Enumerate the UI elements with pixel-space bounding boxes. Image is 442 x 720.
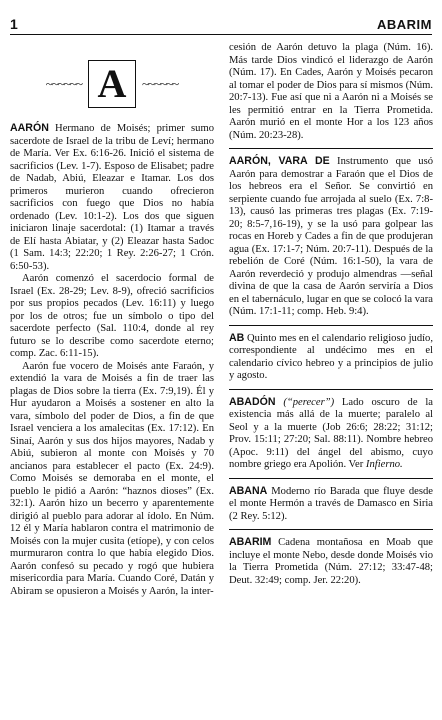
ornament-wing-left: ~~~~~~ [45, 76, 82, 91]
right-column [229, 42, 433, 716]
entry-ab-text: Quinto mes en el calendario religioso judío, correspondiente al undécimo mes en el calendario cívico hebreo y a principios de julio y agosto. [229, 332, 433, 381]
entry-divider [229, 389, 433, 390]
ornament-wing-right: ~~~~~~ [142, 76, 179, 91]
entry-aaron [10, 122, 214, 273]
entry-abadon-cross-reference: Infierno. [365, 459, 403, 470]
entry-abana [229, 485, 433, 524]
entry-abadon-text: Lado oscuro de la existencia más allá de la muerte; paralelo al Seol y a la muerte (Job 26:6; 28:22; 31:12; Prov. 15:11; 27:20; Sal. 88:11). Nombre hebreo (Apoc. 9:11) del ángel del abismo, cuyo nombre griego era Apolión. Ver [229, 396, 433, 470]
page-number: 1 [10, 16, 18, 32]
entry-aaron-text: Hermano de Moisés; primer sumo sacerdote de Israel de la tribu de Leví; hermano de María. Ver Ex. 6:16-26. Inició el sistema de sacrificios (Lev. 1-7). Esposo de Elisabet; padre de Nadab, Abiú, Eleazar e Itamar. Los dos primeros murieron cuando ofrecieron sacrificios con fuego que Dios no había ordenado (Lev. 10:1-2). Los dos que siguen iniciaron linaje sacerdotal: (1) Itamar a través de Elí hasta Abiatar, y (2) Eleazar hasta Sadoc (1 Sam. 14:3; 22:20; 1 Rey. 2:26-27; 1 Crón. 6:50-53). [10, 123, 214, 272]
entry-divider [229, 325, 433, 326]
headword-ab: AB [229, 331, 245, 344]
entry-aaron-paragraph-3: Aarón fue vocero de Moisés ante Faraón, y extendió la vara de Moisés a fin de traer las plagas de Dios sobre la tierra (Ex. 7:9,19). Él y Hur ayudaron a Moisés a sostener en alto la vara, símbolo del poder de Dios, a fin de que Israel venciera a los amalecitas (Ex. 17:12). En Sinaí, Aarón y sus dos hijos mayores, Nadab y Abiú, subieron al monte con Moisés y 70 ancianos para establecer el pacto (Ex. 24:9). Como Moisés se demoraba en el monte, el pueblo le pidió a Aarón: “haznos dioses” (Ex. 32:1). Aarón hizo un becerro y aparentemente dirigió al pueblo para adorar al ídolo. En Núm. 12 él y María hablaron contra el matrimonio de Moisés con la mujer cusita (etíope), y con celos murmuraron contra lo que había elegido Dios. Aarón confesó su pecado y rogó que hubiera misericordia para María. Cuando Coré, Datán y Abiram se opusieron a Moisés y Aarón, la inter- [10, 360, 214, 597]
entry-divider [229, 529, 433, 530]
entry-divider [229, 148, 433, 149]
headword-abana: ABANA [229, 484, 268, 497]
entry-aaron-vara-text: Instrumento que usó Aarón para demostrar a Faraón que el Dios de los hebreos era el Señor. Se convirtió en serpiente cuando fue arrojada al suelo (Ex. 7:8-13), causó las primeras tres plagas (Ex. 7:19-20; 8:5-7,16-19), y se la usó para golpear las rocas en Horeb y Cades a fin de que produjeran agua (Ex. 17:1-7; Núm. 20:7-11). Después de la rebelión de Coré (Núm. 16:1-50), la vara de Aarón reverdeció y produjo almendras —señal divina de que la casa de Aarón serviría a Dios en el tabernáculo, lugar en que se colocó la vara (Núm. 17:1-11; comp. Heb. 9:4). [229, 156, 433, 317]
page-header [10, 10, 432, 35]
running-head: ABARIM [377, 17, 432, 32]
headword-abarim: ABARIM [229, 536, 272, 548]
headword-aaron: AARÓN [10, 122, 49, 134]
left-column [10, 42, 214, 716]
entry-abana-text: Moderno río Barada que fluye desde el monte Hermón a través de Damasco en Siria (2 Rey. 5:12). [229, 485, 433, 522]
entry-ab [229, 332, 433, 383]
entry-aaron-vara [229, 155, 433, 319]
entry-aaron-continued: cesión de Aarón detuvo la plaga (Núm. 16). Más tarde Dios vindicó el liderazgo de Aarón (Núm. 17). En Cades, Aarón y Moisés pecaron al tomar el poder de Dios para sí mismos (Núm. 20:7-13). Fue así que ni a Aarón ni a Moisés se les permitió entrar en la Tierra Prometida. Aarón murió en el monte Hor a los 123 años (Núm. 20:23-28). [229, 42, 433, 141]
entry-abarim [229, 536, 433, 587]
section-letter-ornament [10, 54, 214, 114]
entry-aaron-paragraph-2: Aarón comenzó el sacerdocio formal de Israel (Ex. 28-29; Lev. 8-9), ofreció sacrificios por sus propios pecados (Lev. 16:11) y luego por los de otros; fue un símbolo o tipo del sacerdote perfecto (Sal. 110:4, donde al rey futuro se lo describe como sacerdote eterno; comp. Zac. 6:11-15). [10, 273, 214, 359]
entry-abarim-text: Cadena montañosa en Moab que incluye el monte Nebo, desde donde Moisés vio la Tierra Prometida (Núm. 27:12; 33:47-48; Deut. 32:49; comp. Jer. 22:20). [229, 537, 433, 586]
headword-abadon: ABADÓN [229, 395, 276, 408]
headword-aaron-vara: AARÓN, VARA DE [229, 155, 330, 167]
entry-abadon [229, 396, 433, 472]
entry-divider [229, 478, 433, 479]
entry-abadon-gloss: (“perecer”) [283, 396, 335, 408]
section-letter: A [88, 60, 136, 108]
